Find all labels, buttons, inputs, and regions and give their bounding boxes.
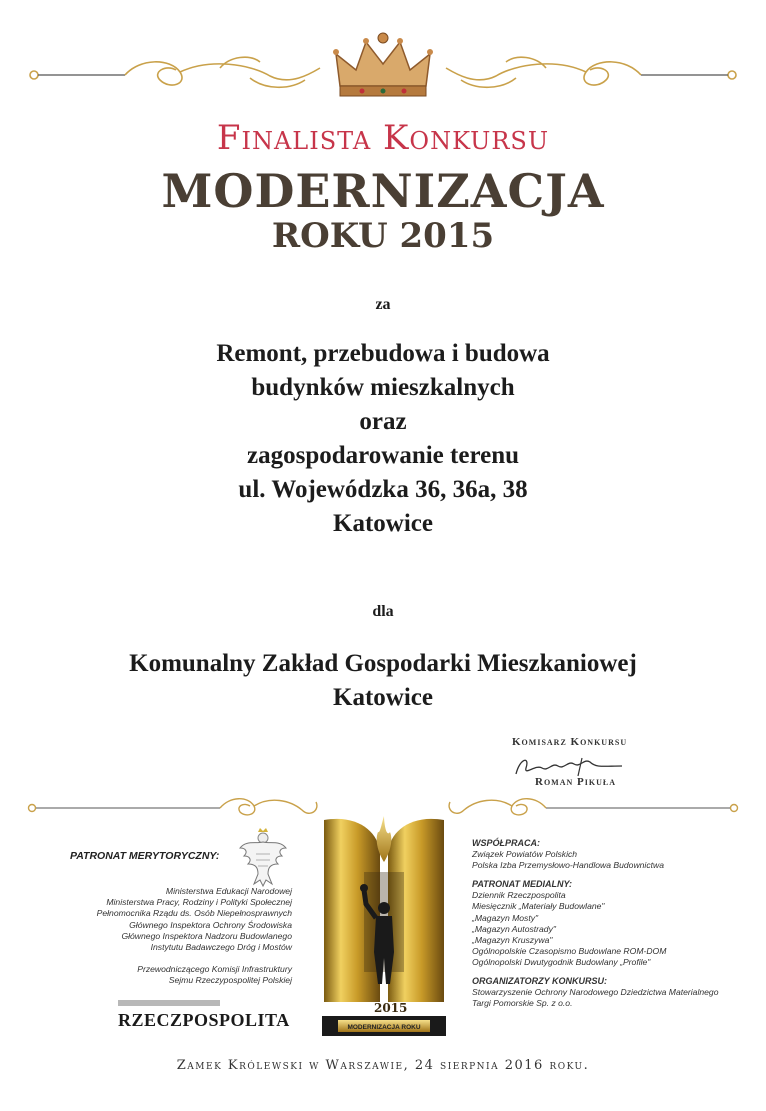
patronat-merytoryczny-list (60, 886, 292, 953)
project-line: budynków mieszkalnych (251, 374, 515, 401)
scroll-ornament-icon (30, 57, 320, 87)
organization-line: Komunalny Zakład Gospodarki Mieszkaniowej (129, 650, 637, 677)
media-item: Ogólnopolskie Czasopismo Budowlane ROM-DOM (472, 945, 667, 956)
komisarz-name: Roman Pikuła (535, 776, 616, 788)
patron-item: Głównego Inspektora Ochrony Środowiska (129, 919, 292, 930)
media-item: „Magazyn Kruszywa" (472, 934, 553, 945)
patron-item: Głównego Inspektora Nadzoru Budowlanego (121, 930, 292, 941)
patron-item: Ministerstwa Edukacji Narodowej (165, 886, 292, 896)
organizator-item: Stowarzyszenie Ochrony Narodowego Dziedzictwa Materialnego (472, 987, 719, 998)
media-item: Miesięcznik „Materiały Budowlane" (472, 901, 605, 912)
media-item: „Magazyn Mosty" (472, 912, 539, 923)
statue-trophy-icon (318, 812, 450, 1038)
footer-place-date: Zamek Królewski w Warszawie, 24 sierpnia 2016 roku. (176, 1058, 590, 1073)
dla-label: dla (372, 603, 394, 620)
project-line: ul. Wojewódzka 36, 36a, 38 (238, 476, 528, 503)
organizator-item: Targi Pomorskie Sp. z o.o. (472, 998, 573, 1009)
rzeczpospolita-logo: RZECZPOSPOLITA (118, 1010, 290, 1030)
project-line: zagospodarowanie terenu (247, 442, 519, 469)
project-description (0, 337, 766, 541)
patron-item: Sejmu Rzeczypospolitej Polskiej (168, 975, 292, 986)
title-roku: ROKU 2015 (271, 216, 495, 256)
media-item: „Magazyn Autostrady" (472, 923, 556, 934)
project-line: oraz (359, 408, 407, 435)
statue-plaque: MODERNIZACJA ROKU (347, 1024, 421, 1031)
patron-item: Przewodniczącego Komisji Infrastruktury (137, 964, 292, 974)
media-item: Dziennik Rzeczpospolita (472, 890, 566, 901)
patronat-merytoryczny-list-2 (60, 964, 292, 986)
patron-item: Pełnomocnika Rządu ds. Osób Niepełnosprawnych (96, 908, 292, 919)
title-finalista: Finalista Konkursu (216, 118, 550, 158)
statue-year: 2015 (374, 1001, 408, 1015)
patronat-medialny-label: PATRONAT MEDIALNY: (472, 879, 572, 890)
patron-item: Ministerstwa Pracy, Rodziny i Polityki Społecznej (106, 897, 292, 908)
wspolpraca-item: Związek Powiatów Polskich (472, 849, 578, 860)
patronat-merytoryczny-label: PATRONAT MERYTORYCZNY: (70, 850, 220, 862)
project-line: Katowice (333, 510, 433, 537)
patron-item: Instytutu Badawczego Dróg i Mostów (150, 942, 292, 953)
project-line: Remont, przebudowa i budowa (216, 340, 550, 367)
za-label: za (375, 296, 391, 313)
komisarz-title: Komisarz Konkursu (512, 736, 628, 748)
polish-eagle-icon (236, 826, 290, 890)
title-modernizacja: MODERNIZACJA (161, 164, 605, 218)
top-ornament (20, 28, 746, 108)
media-item: Ogólnopolski Dwutygodnik Budowlany „Profile" (472, 956, 651, 967)
rzeczpospolita-strip (118, 1000, 220, 1006)
right-column (472, 838, 762, 1009)
organization-name (0, 647, 766, 715)
scroll-ornament-icon (446, 57, 736, 87)
crown-icon (333, 33, 433, 96)
scroll-ornament-icon (29, 799, 317, 815)
wspolpraca-label: WSPÓŁPRACA: (472, 838, 540, 848)
organizatorzy-label: ORGANIZATORZY KONKURSU: (472, 976, 607, 987)
wspolpraca-item: Polska Izba Przemysłowo-Handlowa Budownictwa (472, 860, 665, 871)
scroll-ornament-icon (449, 799, 737, 815)
organization-line: Katowice (333, 684, 433, 711)
